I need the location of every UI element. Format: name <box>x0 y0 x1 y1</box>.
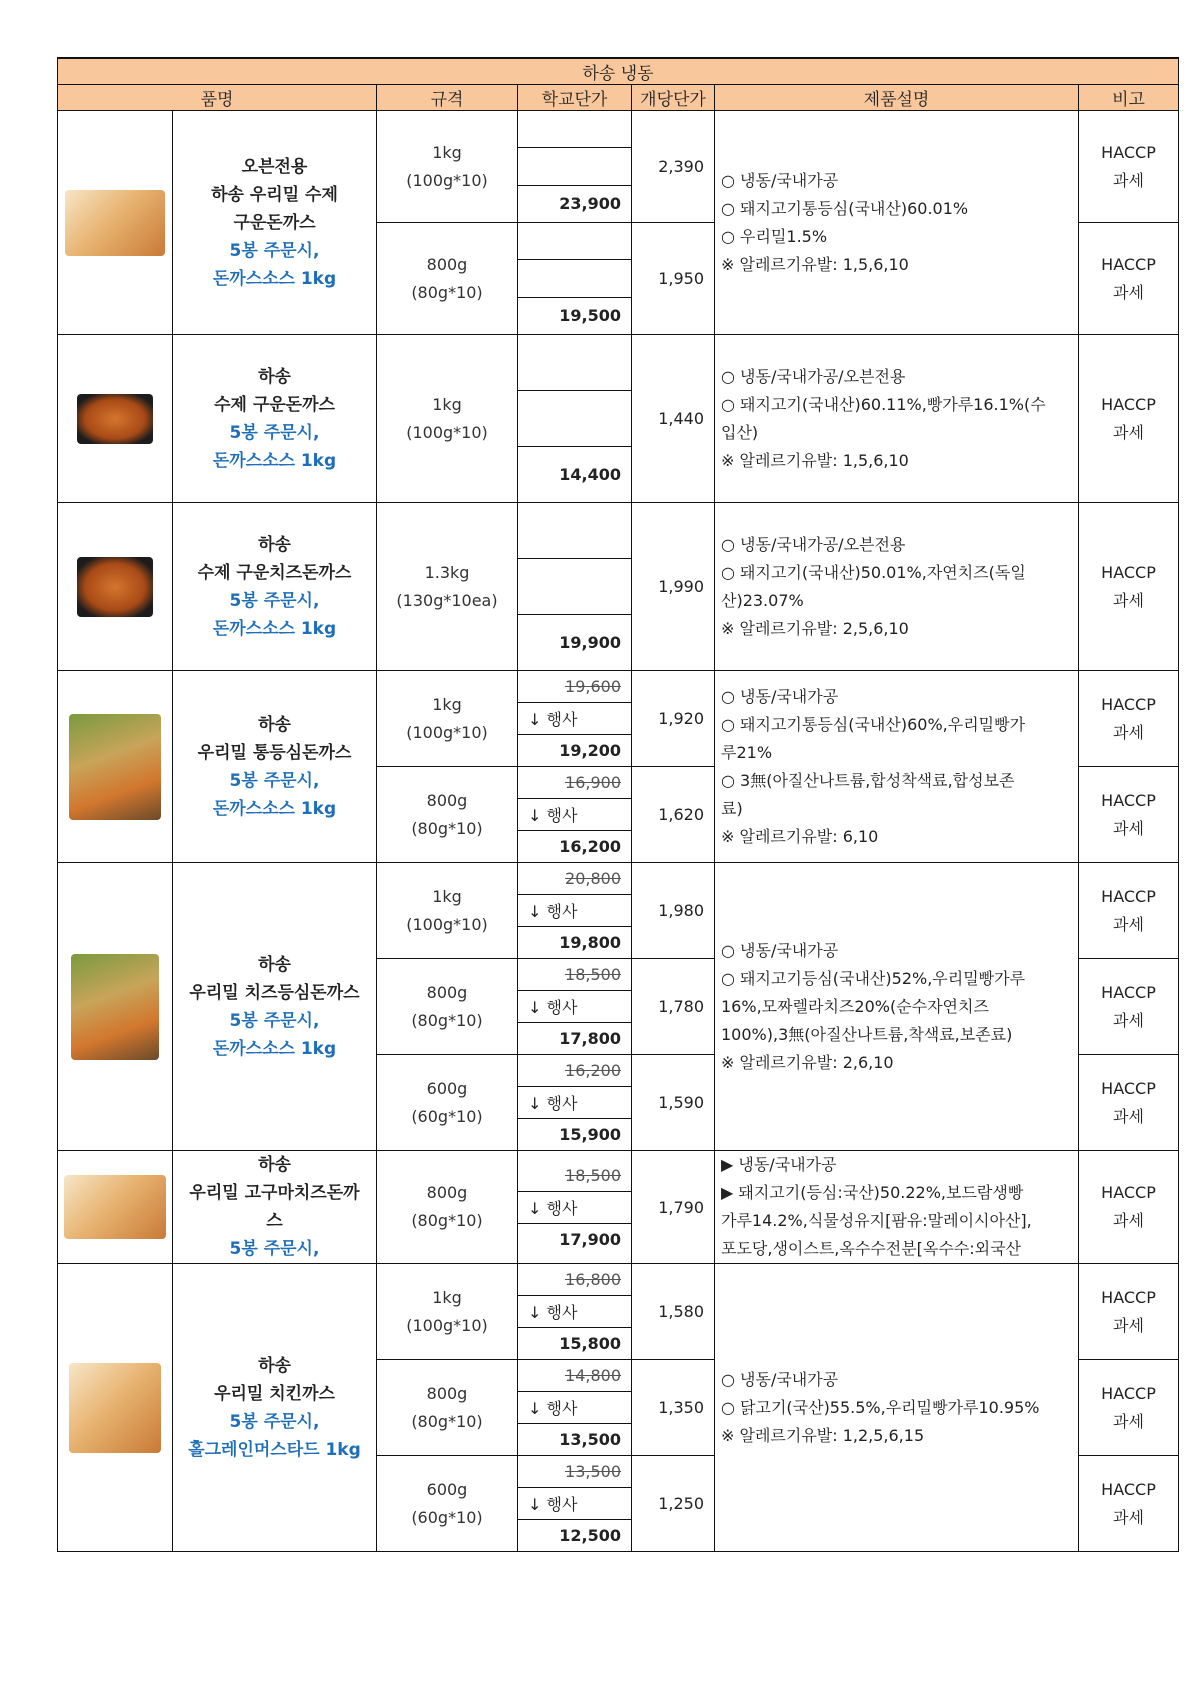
tax-status: 과세 <box>1113 1411 1144 1431</box>
product-name <box>173 671 377 863</box>
unit-price: 1,590 <box>632 1055 715 1151</box>
spec-weight: 1kg <box>432 1287 462 1307</box>
final-price: 14,400 <box>559 465 621 484</box>
original-price: 18,500 <box>518 959 631 991</box>
product-spec <box>377 863 518 959</box>
product-spec <box>377 1360 518 1456</box>
description-line: ※ 알레르기유발: 2,6,10 <box>721 1052 894 1072</box>
original-price: 19,600 <box>518 671 631 703</box>
spec-weight: 800g <box>426 254 468 274</box>
description-line: ○ 냉동/국내가공 <box>721 686 839 706</box>
product-description <box>715 1151 1079 1264</box>
product-photo <box>69 714 161 820</box>
description-line: ▶ 돼지고기(등심:국산)50.22%,보드람생빵 <box>721 1183 1024 1202</box>
product-image-cell <box>58 111 173 335</box>
description-line: ○ 우리밀1.5% <box>721 226 828 246</box>
note-cell <box>1079 863 1179 959</box>
event-label: ↓ 행사 <box>518 895 631 927</box>
table-title: 하송 냉동 <box>58 58 1179 85</box>
order-promo-line: 돈까스소스 1kg <box>212 798 337 819</box>
haccp-badge: HACCP <box>1101 1078 1156 1098</box>
product-spec <box>377 1456 518 1552</box>
price-stack <box>518 503 631 670</box>
event-label: ↓ 행사 <box>518 799 631 831</box>
spec-weight: 800g <box>426 1183 468 1202</box>
spec-pack: (130g*10ea) <box>396 590 498 610</box>
note-cell <box>1079 671 1179 767</box>
product-name <box>173 503 377 671</box>
haccp-badge: HACCP <box>1101 886 1156 906</box>
original-price <box>518 223 631 260</box>
school-price <box>518 767 632 863</box>
price-stack <box>518 1264 631 1359</box>
header-note: 비고 <box>1079 85 1179 111</box>
product-spec <box>377 503 518 671</box>
description-line: ○ 냉동/국내가공/오븐전용 <box>721 366 906 386</box>
event-label: ↓ 행사 <box>518 1296 631 1328</box>
final-price: 23,900 <box>559 194 621 214</box>
product-spec <box>377 1151 518 1264</box>
note-cell <box>1079 1264 1179 1360</box>
header-name: 품명 <box>58 85 377 111</box>
order-promo-line: 돈까스소스 1kg <box>212 618 337 639</box>
product-name <box>173 1151 377 1264</box>
tax-status: 과세 <box>1113 914 1144 934</box>
original-price: 16,200 <box>518 1055 631 1087</box>
note-cell <box>1079 1456 1179 1552</box>
order-promo-line: 5봉 주문시, <box>229 770 320 791</box>
spec-weight: 1kg <box>432 394 462 414</box>
event-label <box>518 559 631 615</box>
description-line: ○ 돼지고기통등심(국내산)60%,우리밀빵가 <box>721 714 1026 734</box>
description-line: ○ 냉동/국내가공 <box>721 170 839 190</box>
product-image-cell <box>58 335 173 503</box>
spec-pack: (80g*10) <box>411 1010 483 1030</box>
spec-pack: (80g*10) <box>411 282 483 302</box>
tax-status: 과세 <box>1113 1010 1144 1030</box>
school-price <box>518 1055 632 1151</box>
tax-status: 과세 <box>1113 282 1144 302</box>
price-stack <box>518 1360 631 1455</box>
school-price <box>518 959 632 1055</box>
unit-price: 1,250 <box>632 1456 715 1552</box>
school-price <box>518 1456 632 1552</box>
final-price: 17,800 <box>559 1029 621 1048</box>
final-price: 15,800 <box>559 1334 621 1353</box>
description-line: 산)23.07% <box>721 590 804 610</box>
order-promo-line: 돈까스소스 1kg <box>212 1038 337 1059</box>
description-line: ※ 알레르기유발: 1,5,6,10 <box>721 450 909 470</box>
haccp-badge: HACCP <box>1101 1479 1156 1499</box>
description-line: ※ 알레르기유발: 1,2,5,6,15 <box>721 1425 925 1445</box>
final-price: 13,500 <box>559 1430 621 1449</box>
description-line: 16%,모짜렐라치즈20%(순수자연치즈 <box>721 996 989 1016</box>
final-price: 19,800 <box>559 933 621 952</box>
final-price: 19,900 <box>559 633 621 652</box>
original-price <box>518 503 631 559</box>
spec-pack: (100g*10) <box>406 422 488 442</box>
spec-weight: 1kg <box>432 142 462 162</box>
tax-status: 과세 <box>1113 818 1144 838</box>
haccp-badge: HACCP <box>1101 982 1156 1002</box>
tax-status: 과세 <box>1113 170 1144 190</box>
table-row <box>58 1151 1179 1264</box>
spec-pack: (100g*10) <box>406 1315 488 1335</box>
note-cell <box>1079 1151 1179 1264</box>
school-price <box>518 1151 632 1264</box>
tax-status: 과세 <box>1113 422 1144 442</box>
description-line: ○ 돼지고기등심(국내산)52%,우리밀빵가루 <box>721 968 1026 988</box>
note-cell <box>1079 223 1179 335</box>
order-promo-line: 홀그레인머스타드 1kg <box>188 1439 361 1460</box>
product-description <box>715 863 1079 1151</box>
order-promo-line: 5봉 주문시, <box>229 1411 320 1432</box>
spec-weight: 600g <box>426 1479 468 1499</box>
school-price <box>518 1360 632 1456</box>
product-name-line: 우리밀 치킨까스 <box>214 1383 335 1404</box>
haccp-badge: HACCP <box>1101 694 1156 714</box>
order-promo-line: 돈까스소스 1kg <box>212 268 337 289</box>
event-label: ↓ 행사 <box>518 1392 631 1424</box>
event-label: ↓ 행사 <box>518 991 631 1023</box>
school-price <box>518 671 632 767</box>
description-line: 루21% <box>721 742 773 762</box>
price-stack <box>518 223 631 334</box>
order-promo-line: 5봉 주문시, <box>229 590 320 611</box>
school-price <box>518 863 632 959</box>
product-photo <box>69 1363 161 1453</box>
product-name <box>173 1264 377 1552</box>
product-name-line: 하송 <box>258 534 291 555</box>
haccp-badge: HACCP <box>1101 1287 1156 1307</box>
spec-weight: 1kg <box>432 694 462 714</box>
haccp-badge: HACCP <box>1101 142 1156 162</box>
order-promo-line: 5봉 주문시, <box>229 1010 320 1031</box>
spec-weight: 600g <box>426 1078 468 1098</box>
table-row <box>58 111 1179 223</box>
haccp-badge: HACCP <box>1101 1183 1156 1202</box>
spec-pack: (100g*10) <box>406 170 488 190</box>
price-stack <box>518 863 631 958</box>
note-cell <box>1079 1055 1179 1151</box>
description-line: ○ 냉동/국내가공/오븐전용 <box>721 534 906 554</box>
event-label: ↓ 행사 <box>518 1192 631 1224</box>
table-row <box>58 671 1179 767</box>
tax-status: 과세 <box>1113 1106 1144 1126</box>
final-price: 19,500 <box>559 306 621 326</box>
product-description <box>715 1264 1079 1552</box>
spec-weight: 800g <box>426 1383 468 1403</box>
description-line: ※ 알레르기유발: 6,10 <box>721 826 879 846</box>
product-description <box>715 503 1079 671</box>
header-description: 제품설명 <box>715 85 1079 111</box>
product-photo <box>77 557 153 617</box>
school-price <box>518 335 632 503</box>
note-cell <box>1079 959 1179 1055</box>
product-spec <box>377 1055 518 1151</box>
product-photo <box>77 394 153 444</box>
product-name-line: 우리밀 고구마치즈돈까 <box>189 1183 360 1203</box>
haccp-badge: HACCP <box>1101 562 1156 582</box>
event-label <box>518 391 631 447</box>
unit-price: 1,440 <box>632 335 715 503</box>
haccp-badge: HACCP <box>1101 1383 1156 1403</box>
product-name-line: 수제 구운돈까스 <box>214 394 335 415</box>
tax-status: 과세 <box>1113 1315 1144 1335</box>
product-spec <box>377 671 518 767</box>
price-stack <box>518 671 631 766</box>
table-row <box>58 1264 1179 1360</box>
tax-status: 과세 <box>1113 722 1144 742</box>
spec-pack: (60g*10) <box>411 1507 483 1527</box>
product-name <box>173 863 377 1151</box>
table-row <box>58 335 1179 503</box>
original-price: 20,800 <box>518 863 631 895</box>
haccp-badge: HACCP <box>1101 790 1156 810</box>
price-stack <box>518 959 631 1054</box>
order-promo-line: 5봉 주문시, <box>229 1239 320 1259</box>
event-label: ↓ 행사 <box>518 703 631 735</box>
product-image-cell <box>58 863 173 1151</box>
header-spec: 규격 <box>377 85 518 111</box>
school-price <box>518 503 632 671</box>
original-price <box>518 111 631 148</box>
note-cell <box>1079 503 1179 671</box>
tax-status: 과세 <box>1113 590 1144 610</box>
note-cell <box>1079 111 1179 223</box>
price-stack <box>518 1160 631 1255</box>
note-cell <box>1079 767 1179 863</box>
product-image-cell <box>58 1151 173 1264</box>
price-stack <box>518 767 631 862</box>
unit-price: 1,620 <box>632 767 715 863</box>
spec-pack: (80g*10) <box>411 1211 483 1230</box>
product-spec <box>377 335 518 503</box>
school-price <box>518 223 632 335</box>
note-cell <box>1079 1360 1179 1456</box>
product-name-line: 오븐전용 <box>241 156 308 177</box>
final-price: 12,500 <box>559 1526 621 1545</box>
spec-pack: (80g*10) <box>411 1411 483 1431</box>
note-cell <box>1079 335 1179 503</box>
price-stack <box>518 1456 631 1551</box>
unit-price: 1,580 <box>632 1264 715 1360</box>
event-label <box>518 148 631 185</box>
description-line: 100%),3無(아질산나트륨,착색료,보존료) <box>721 1024 1013 1044</box>
unit-price: 1,990 <box>632 503 715 671</box>
product-name-line: 하송 <box>258 954 291 975</box>
unit-price: 1,920 <box>632 671 715 767</box>
unit-price: 1,780 <box>632 959 715 1055</box>
description-line: 가루14.2%,식물성유지[팜유:말레이시아산], <box>721 1211 1032 1230</box>
description-line: ○ 3無(아질산나트륨,합성착색료,합성보존 <box>721 770 1015 790</box>
tax-status: 과세 <box>1113 1211 1144 1230</box>
unit-price: 2,390 <box>632 111 715 223</box>
product-name-line: 하송 우리밀 수제 <box>211 184 338 205</box>
table-row <box>58 503 1179 671</box>
product-description <box>715 671 1079 863</box>
order-promo-line: 돈까스소스 1kg <box>212 450 337 471</box>
spec-weight: 800g <box>426 790 468 810</box>
product-spec <box>377 1264 518 1360</box>
unit-price: 1,790 <box>632 1151 715 1264</box>
description-line: ▶ 냉동/국내가공 <box>721 1155 837 1174</box>
original-price: 16,800 <box>518 1264 631 1296</box>
table-row <box>58 863 1179 959</box>
event-label <box>518 260 631 297</box>
spec-weight: 1.3kg <box>424 562 470 582</box>
product-image-cell <box>58 671 173 863</box>
description-line: ○ 닭고기(국산)55.5%,우리밀빵가루10.95% <box>721 1397 1040 1417</box>
product-name <box>173 335 377 503</box>
product-spec <box>377 767 518 863</box>
product-name-line: 하송 <box>258 1355 291 1376</box>
price-stack <box>518 111 631 222</box>
event-label: ↓ 행사 <box>518 1087 631 1119</box>
haccp-badge: HACCP <box>1101 254 1156 274</box>
spec-weight: 800g <box>426 982 468 1002</box>
spec-weight: 1kg <box>432 886 462 906</box>
event-label: ↓ 행사 <box>518 1488 631 1520</box>
product-photo <box>65 190 165 256</box>
description-line: ○ 냉동/국내가공 <box>721 1369 839 1389</box>
product-name-line: 하송 <box>258 1155 291 1175</box>
original-price: 18,500 <box>518 1160 631 1192</box>
original-price: 14,800 <box>518 1360 631 1392</box>
product-name-line: 하송 <box>258 366 291 387</box>
final-price: 17,900 <box>559 1229 621 1249</box>
product-name-line: 스 <box>266 1211 283 1231</box>
order-promo-line: 5봉 주문시, <box>229 240 320 261</box>
product-spec <box>377 959 518 1055</box>
original-price: 16,900 <box>518 767 631 799</box>
price-stack <box>518 335 631 502</box>
order-promo-line: 5봉 주문시, <box>229 422 320 443</box>
product-name-line: 구운돈까스 <box>233 212 316 233</box>
spec-pack: (100g*10) <box>406 722 488 742</box>
price-table <box>57 57 1179 1552</box>
final-price: 16,200 <box>559 837 621 856</box>
school-price <box>518 111 632 223</box>
product-description <box>715 335 1079 503</box>
final-price: 15,900 <box>559 1125 621 1144</box>
final-price: 19,200 <box>559 741 621 760</box>
product-spec <box>377 111 518 223</box>
spec-pack: (80g*10) <box>411 818 483 838</box>
original-price: 13,500 <box>518 1456 631 1488</box>
price-stack <box>518 1055 631 1150</box>
unit-price: 1,350 <box>632 1360 715 1456</box>
description-line: 포도당,생이스트,옥수수전분[옥수수:외국산 <box>721 1239 1022 1258</box>
product-image-cell <box>58 503 173 671</box>
description-line: 료) <box>721 798 743 818</box>
product-name <box>173 111 377 335</box>
unit-price: 1,950 <box>632 223 715 335</box>
tax-status: 과세 <box>1113 1507 1144 1527</box>
unit-price: 1,980 <box>632 863 715 959</box>
product-name-line: 우리밀 치즈등심돈까스 <box>189 982 360 1003</box>
product-spec <box>377 223 518 335</box>
product-description <box>715 111 1079 335</box>
spec-pack: (100g*10) <box>406 914 488 934</box>
description-line: 입산) <box>721 422 759 442</box>
description-line: ※ 알레르기유발: 1,5,6,10 <box>721 254 909 274</box>
product-photo <box>64 1175 166 1239</box>
spec-pack: (60g*10) <box>411 1106 483 1126</box>
product-name-line: 수제 구운치즈돈까스 <box>197 562 352 583</box>
description-line: ○ 돼지고기(국내산)50.01%,자연치즈(독일 <box>721 562 1026 582</box>
product-photo <box>71 954 159 1060</box>
original-price <box>518 335 631 391</box>
product-name-line: 우리밀 통등심돈까스 <box>197 742 352 763</box>
haccp-badge: HACCP <box>1101 394 1156 414</box>
product-name-line: 하송 <box>258 714 291 735</box>
header-school-price: 학교단가 <box>518 85 632 111</box>
description-line: ○ 냉동/국내가공 <box>721 940 839 960</box>
description-line: ○ 돼지고기(국내산)60.11%,빵가루16.1%(수 <box>721 394 1046 414</box>
header-unit-price: 개당단가 <box>632 85 715 111</box>
description-line: ○ 돼지고기통등심(국내산)60.01% <box>721 198 969 218</box>
product-image-cell <box>58 1264 173 1552</box>
description-line: ※ 알레르기유발: 2,5,6,10 <box>721 618 909 638</box>
school-price <box>518 1264 632 1360</box>
